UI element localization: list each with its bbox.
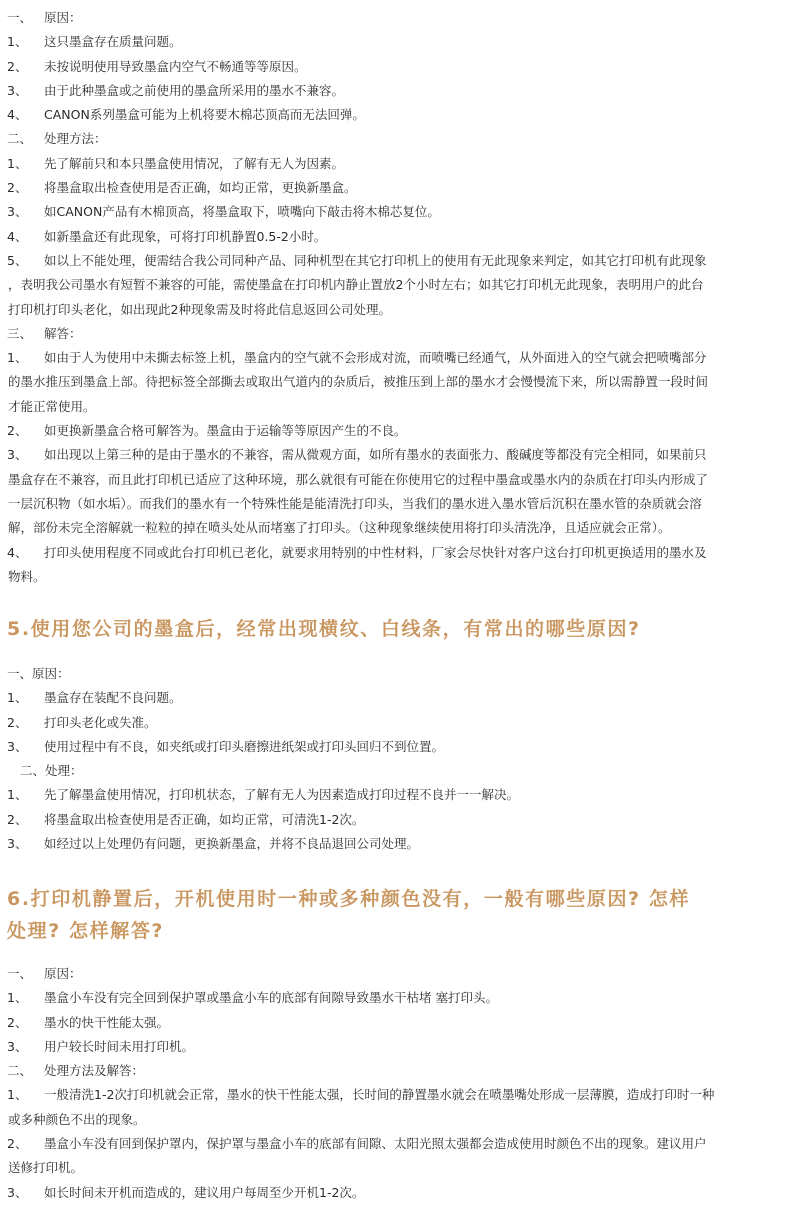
item-number: 3、 (7, 1184, 28, 1200)
item-text: 墨盒存在装配不良问题。 (44, 690, 182, 706)
item-number: 4、 (7, 544, 28, 560)
item-text: CANON系列墨盒可能为上机将要木棉芯顶高而无法回弹。 (44, 107, 365, 123)
item-text: 一般清洗1-2次打印机就会正常，墨水的快干性能太强，长时间的静置墨水就会在喷墨嘴处形成一层薄膜，造成打印时一种 (44, 1087, 715, 1103)
item-number: 5、 (7, 252, 28, 268)
item-number: 2、 (7, 180, 28, 196)
item-text: 原因： (44, 966, 82, 981)
item-number: 一、 (7, 10, 33, 25)
item-number: 1、 (7, 1087, 28, 1103)
section-6-list (0, 962, 790, 1205)
item-number: 2、 (7, 58, 28, 74)
item-number: 1、 (7, 787, 28, 803)
item-text: 如经过以上处理仍有问题，更换新墨盒，并将不良品退回公司处理。 (44, 836, 420, 852)
item-number: 3、 (7, 1038, 28, 1054)
item-number: 1、 (7, 990, 28, 1006)
text-line (0, 541, 790, 565)
text-line (0, 200, 790, 224)
item-text: 先了解前只和本只墨盒使用情况，了解有无人为因素。 (44, 155, 345, 171)
text-line (0, 419, 790, 443)
wrapped-text-line: 或多种颜色不出的现象。 (8, 1111, 146, 1127)
item-text: 打印头老化或失准。 (44, 714, 157, 730)
wrapped-text-line: 物料。 (8, 568, 46, 584)
item-text: 墨盒小车没有完全回到保护罩或墨盒小车的底部有间隙导致墨水干枯堵 塞打印头。 (44, 990, 498, 1006)
text-line (0, 443, 790, 467)
wrapped-text-line: 打印机打印头老化，如出现此2种现象需及时将此信息返回公司处理。 (8, 301, 391, 317)
text-line (0, 176, 790, 200)
text-line (0, 1132, 790, 1156)
item-number: 一、 (7, 966, 33, 981)
text-line (0, 783, 790, 807)
text-line (0, 686, 790, 710)
text-line (0, 808, 790, 832)
sub-heading: 二、处理： (20, 763, 83, 779)
text-line (0, 1059, 790, 1083)
text-line (0, 986, 790, 1010)
text-line (0, 6, 790, 30)
text-line (0, 346, 790, 370)
text-line (0, 759, 790, 783)
item-number: 3、 (7, 836, 28, 852)
section-6-heading-line-1: 6.打印机静置后，开机使用时一种或多种颜色没有，一般有哪些原因? 怎样 (7, 888, 691, 910)
item-text: 如新墨盒还有此现象，可将打印机静置0.5-2小时。 (44, 228, 327, 244)
section-5-list (0, 662, 790, 856)
section-4-list (0, 6, 790, 589)
item-text: 解答： (44, 325, 82, 341)
text-line (0, 1011, 790, 1035)
item-number: 2、 (7, 714, 28, 730)
text-line (0, 103, 790, 127)
item-text: 将墨盒取出检查使用是否正确，如均正常，可清洗1-2次。 (44, 811, 365, 827)
text-line (0, 735, 790, 759)
item-number: 1、 (7, 34, 28, 50)
item-text: 如更换新墨盒合格可解答为。墨盒由于运输等等原因产生的不良。 (44, 423, 407, 439)
wrapped-text-line: 墨盒存在不兼容，而且此打印机已适应了这种环境，那么就很有可能在你使用它的过程中墨盒或墨水内的杂质在打印头内形成了 (8, 471, 709, 487)
text-line (0, 1083, 790, 1107)
text-line (0, 79, 790, 103)
section-6-heading-line-2: 处理? 怎样解答? (7, 920, 165, 942)
item-text: 用户较长时间未用打印机。 (44, 1038, 195, 1054)
item-number: 4、 (7, 107, 28, 123)
text-line (0, 832, 790, 856)
item-number: 二、 (7, 131, 33, 147)
item-number: 1、 (7, 155, 28, 171)
item-text: 由于此种墨盒或之前使用的墨盒所采用的墨水不兼容。 (44, 82, 345, 98)
item-number: 3、 (7, 738, 28, 754)
text-line (0, 1181, 790, 1205)
item-number: 2、 (7, 1136, 28, 1152)
item-number: 三、 (7, 325, 33, 341)
item-text: 如长时间未开机而造成的，建议用户每周至少开机1-2次。 (44, 1184, 365, 1200)
item-number: 2、 (7, 1014, 28, 1030)
item-text: 墨水的快干性能太强。 (44, 1014, 170, 1030)
item-text: 原因： (44, 10, 82, 25)
item-text: 先了解墨盒使用情况，打印机状态，了解有无人为因素造成打印过程不良并一一解决。 (44, 787, 520, 803)
wrapped-text-line: 解，部份未完全溶解就一粒粒的掉在喷头处从而堵塞了打印头。（这种现象继续使用将打印头清洗净，且适应就会正常）。 (8, 520, 671, 536)
text-line (0, 152, 790, 176)
text-line (0, 322, 790, 346)
item-number: 3、 (7, 204, 28, 220)
item-text: 打印头使用程度不同或此台打印机已老化，就要求用特别的中性材料，厂家会尽快针对客户这台打印机更换适用的墨水及 (44, 544, 707, 560)
item-number: 2、 (7, 423, 28, 439)
item-number: 2、 (7, 811, 28, 827)
item-text: 未按说明使用导致墨盒内空气不畅通等等原因。 (44, 58, 307, 74)
section-5-heading: 5.使用您公司的墨盒后，经常出现横纹、白线条，有常出的哪些原因? (7, 618, 641, 640)
wrapped-text-line: ，表明我公司墨水有短暂不兼容的可能，需使墨盒在打印机内静止置放2个小时左右；如其它打印机无此现象，表明用户的此台 (8, 277, 704, 293)
item-number: 1、 (7, 350, 28, 366)
item-text: 这只墨盒存在质量问题。 (44, 34, 182, 50)
item-number: 二、 (7, 1063, 33, 1079)
item-text: 如以上不能处理，便需结合我公司同种产品、同种机型在其它打印机上的使用有无此现象来判定，如其它打印机有此现象 (44, 252, 707, 268)
wrapped-text-line: 的墨水推压到墨盒上部。待把标签全部撕去或取出气道内的杂质后，被推压到上部的墨水才会慢慢流下来，所以需静置一段时间 (8, 374, 709, 390)
item-text: 处理方法： (44, 131, 107, 147)
item-text: 使用过程中有不良，如夹纸或打印头磨擦进纸架或打印头回归不到位置。 (44, 738, 445, 754)
item-text: 处理方法及解答： (44, 1063, 145, 1079)
item-number: 1、 (7, 690, 28, 706)
text-line (0, 662, 790, 686)
item-text: 如由于人为使用中未撕去标签上机，墨盒内的空气就不会形成对流，而喷嘴已经通气，从外面进入的空气就会把喷嘴部分 (44, 350, 707, 366)
item-text: 将墨盒取出检查使用是否正确，如均正常，更换新墨盒。 (44, 180, 357, 196)
item-text: 墨盒小车没有回到保护罩内，保护罩与墨盒小车的底部有间隙、太阳光照太强都会造成使用时颜色不出的现象。建议用户 (44, 1136, 707, 1152)
text-line (0, 249, 790, 273)
text-line (0, 127, 790, 151)
item-text: 如出现以上第三种的是由于墨水的不兼容，需从微观方面，如所有墨水的表面张力、酸碱度等都没有完全相同，如果前只 (44, 447, 707, 463)
text-line (0, 30, 790, 54)
text-line (0, 225, 790, 249)
text-line (0, 1035, 790, 1059)
text-line (0, 962, 790, 986)
wrapped-text-line: 才能正常使用。 (8, 398, 96, 414)
item-text: 如CANON产品有木棉顶高，将墨盒取下，喷嘴向下敲击将木棉芯复位。 (44, 204, 440, 220)
wrapped-text-line: 一层沉积物（如水垢）。而我们的墨水有一个特殊性能是能清洗打印头，当我们的墨水进入墨水管后沉积在墨水管的杂质就会溶 (8, 495, 702, 511)
text-line (0, 711, 790, 735)
item-number: 3、 (7, 82, 28, 98)
item-number: 3、 (7, 447, 28, 463)
item-number: 一、原因： (7, 666, 70, 681)
text-line (0, 55, 790, 79)
item-number: 4、 (7, 228, 28, 244)
wrapped-text-line: 送修打印机。 (8, 1160, 84, 1176)
